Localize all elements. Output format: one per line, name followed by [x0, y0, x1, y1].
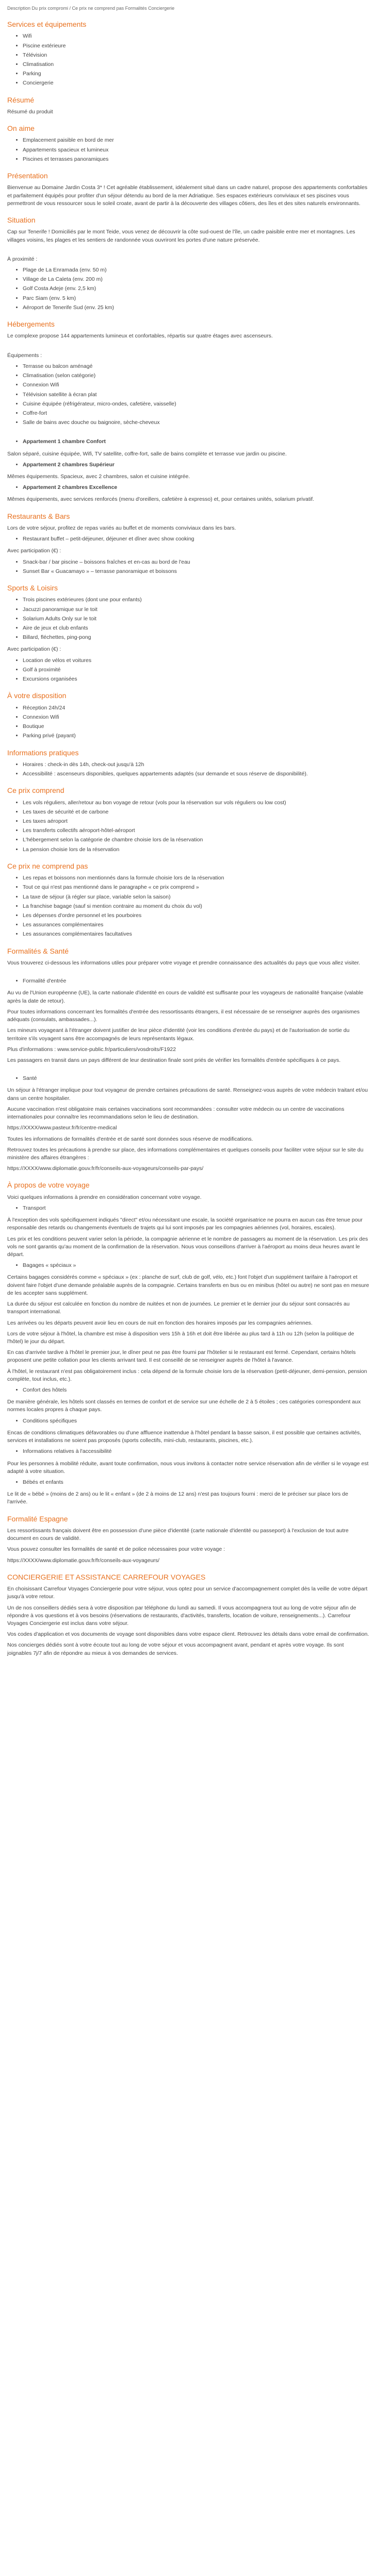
- list-item: • Billard, fléchettes, ping-pong: [23, 634, 369, 641]
- list-item: • Les assurances complémentaires: [23, 921, 369, 929]
- list-item: • Connexion Wifi: [23, 381, 369, 389]
- category-heading: • Appartement 1 chambre Confort: [23, 438, 369, 446]
- list-item: • Sunset Bar « Guacamayo » – terrasse panoramique et boissons: [23, 568, 369, 575]
- list-item: • Climatisation (selon catégorie): [23, 372, 369, 380]
- hebergements-text: Le complexe propose 144 appartements lumineux et confortables, répartis sur quatre étages avec ascenseurs.: [7, 333, 273, 340]
- list-item: • Les vols réguliers, aller/retour au bon voyage de retour (vols pour la réservation sur vols réguliers ou low cost): [23, 799, 369, 807]
- on-aime-title: On aime: [7, 124, 35, 133]
- paragraph: De manière générale, les hôtels sont classés en termes de confort et de service sur une échelle de 2 à 5 étoiles ; ces catégories correspondent aux normes locales propres à chaque pays.: [7, 1399, 361, 1413]
- list-item: • Terrasse ou balcon aménagé: [23, 363, 369, 370]
- conciergerie-title: CONCIERGERIE ET ASSISTANCE CARREFOUR VOYAGES: [7, 1572, 206, 1581]
- services-title: Services et équipements: [7, 20, 87, 29]
- list-item: • Piscines et terrasses panoramiques: [23, 156, 369, 163]
- list-item: • Les repas et boissons non mentionnés dans la formule choisie lors de la réservation: [23, 874, 369, 882]
- paragraph: Les passagers en transit dans un pays différent de leur destination finale sont priés de vérifier les formalités d'entrée spécifiques à ce pays.: [7, 1057, 341, 1063]
- sante-heading: • Santé: [23, 1075, 369, 1082]
- cat1: [7, 438, 369, 446]
- paragraph: Retrouvez toutes les précautions à prendre sur place, des informations complémentaires et quelques conseils pour faciliter votre séjour sur le site du ministère des affaires étrangères :: [7, 1146, 364, 1161]
- formalite-espagne-title: Formalité Espagne: [7, 1514, 68, 1523]
- disposition-list: [7, 704, 369, 740]
- sports-extra-list: [7, 657, 369, 684]
- disposition-title: À votre disposition: [7, 691, 67, 700]
- equip-label: Équipements :: [7, 352, 42, 359]
- list-item: • La franchise bagage (sauf si mention contraire au moment du choix du vol): [23, 903, 369, 910]
- resume-title: Résumé: [7, 95, 35, 104]
- list-item: • Wifi: [23, 32, 369, 40]
- sports-extra-label: Avec participation (€) :: [7, 646, 61, 653]
- paragraph: Plus d'informations : www.service-public.fr/particuliers/vosdroits/F1922: [7, 1046, 176, 1053]
- situation-title: Situation: [7, 216, 36, 225]
- non-compris-list: [7, 874, 369, 939]
- list-item: • Les transferts collectifs aéroport-hôtel-aéroport: [23, 827, 369, 835]
- sports-title: Sports & Loisirs: [7, 584, 58, 592]
- paragraph: Les mineurs voyageant à l'étranger doivent justifier de leur pièce d'identité (voir les conditions d'entrée du pays) et de l'autorisation de sortie du territoire s'ils voyagent sans être accompagnés de leurs représentants légaux.: [7, 1027, 350, 1042]
- on-aime-list: [7, 137, 369, 163]
- list-item: • Aéroport de Tenerife Sud (env. 25 km): [23, 304, 369, 312]
- list-item: • Salle de bains avec douche ou baignoire, sèche-cheveux: [23, 419, 369, 427]
- list-item: • Trois piscines extérieures (dont une pour enfants): [23, 596, 369, 604]
- breadcrumb: Description Du prix compromi / Ce prix ne comprend pas Formalités Conciergerie: [7, 6, 175, 11]
- paragraph: En cas d'arrivée tardive à l'hôtel le premier jour, le dîner peut ne pas être fourni par l'hôtelier si le restaurant est fermé. Cependant, certains hôtels proposent une petite collation pour les clients arrivant tard. Il est conseillé de se renseigner auprès de l'hôtel à l'avance.: [7, 1349, 356, 1364]
- list-item: • Golf à proximité: [23, 666, 369, 674]
- list-item: • Parking privé (payant): [23, 732, 369, 740]
- paragraph: En choisissant Carrefour Voyages Conciergerie pour votre séjour, vous optez pour un service d'accompagnement complet dès la veille de votre départ jusqu'à votre retour.: [7, 1586, 368, 1600]
- list-item: • Parking: [23, 70, 369, 78]
- list-item: • Cuisine équipée (réfrigérateur, micro-ondes, cafetière, vaisselle): [23, 400, 369, 408]
- conditions-heading: • Conditions spécifiques: [23, 1417, 369, 1425]
- list-item: • La pension choisie lors de la réservation: [23, 846, 369, 854]
- list-item: • Plage de La Enramada (env. 50 m): [23, 266, 369, 274]
- restaurants-title: Restaurants & Bars: [7, 512, 70, 520]
- compris-title: Ce prix comprend: [7, 786, 64, 795]
- category-heading: • Appartement 2 chambres Supérieur: [23, 461, 369, 469]
- situation-text: Cap sur Tenerife ! Domiciliés par le mont Teide, vous venez de découvrir la côte sud-ouest de l'île, un cadre paisible entre mer et montagnes. Les villages voisins, les plages et les sentiers de randonnée vous ouvriront les portes d'une nature préservée.: [7, 229, 355, 243]
- link-text: https://XXXX/www.diplomatie.gouv.fr/fr/conseils-aux-voyageurs/conseils-par-pays/: [7, 1165, 204, 1172]
- non-compris-title: Ce prix ne comprend pas: [7, 861, 88, 870]
- paragraph: Un séjour à l'étranger implique pour tout voyageur de prendre certaines précautions de santé. Renseignez-vous auprès de votre médecin traitant et/ou dans un centre hospitalier.: [7, 1087, 368, 1101]
- paragraph: Pour les personnes à mobilité réduite, avant toute confirmation, nous vous invitons à contacter notre service réservation afin de vérifier si le voyage est adapté à votre situation.: [7, 1460, 369, 1475]
- list-item: • Connexion Wifi: [23, 714, 369, 721]
- list-item: • Climatisation: [23, 61, 369, 69]
- paragraph: Les arrivées ou les départs peuvent avoir lieu en cours de nuit en fonction des horaires imposés par les compagnies aériennes.: [7, 1319, 313, 1326]
- sports-list: [7, 596, 369, 641]
- paragraph: À l'exception des vols spécifiquement indiqués "direct" et/ou nécessitant une escale, la société organisatrice ne pourra en aucun cas être tenue pour responsable des retards ou changements éventuels de trajets qui lui sont imposés par les compagnies aériennes (vol, horaires, escales).: [7, 1217, 363, 1231]
- presentation-title: Présentation: [7, 172, 48, 180]
- situation-label: À proximité :: [7, 256, 38, 262]
- list-item: • Réception 24h/24: [23, 704, 369, 712]
- restaurants-extra-label: Avec participation (€) :: [7, 548, 61, 554]
- list-item: • La taxe de séjour (à régler sur place, variable selon la saison): [23, 893, 369, 901]
- list-item: • L'hébergement selon la catégorie de chambre choisie lors de la réservation: [23, 836, 369, 844]
- cat3-text: Mêmes équipements, avec services renforcés (menu d'oreillers, cafetière à expresso) et, pour certaines unités, solarium privatif.: [7, 496, 314, 503]
- apropos-title: À propos de votre voyage: [7, 1181, 90, 1190]
- paragraph: Nos concierges dédiés sont à votre écoute tout au long de votre séjour et vous accompagnent avant, pendant et après votre voyage. Ils sont joignables 7j/7 afin de répondre au mieux à vos demandes de services.: [7, 1642, 344, 1656]
- presentation-text: Bienvenue au Domaine Jardin Costa 3* ! Cet agréable établissement, idéalement situé dans un cadre naturel, propose des appartements confortables et parfaitement équipés pour profiter d'un séjour détendu au bord de la mer Adriatique. Ses espaces extérieurs conviviaux et ses piscines vous permettront de vous ressourcer sous le soleil croate, avant de partir à la découverte des villages côtiers, des îles et des sites naturels environnants.: [7, 184, 368, 207]
- list-item: • Appartements spacieux et lumineux: [23, 146, 369, 154]
- confort-heading: • Confort des hôtels: [23, 1386, 369, 1394]
- equip-list: [7, 363, 369, 427]
- list-item: • Golf Costa Adeje (env. 2,5 km): [23, 285, 369, 293]
- bagages-heading: • Bagages « spéciaux »: [23, 1262, 369, 1269]
- list-item: • Les assurances complémentaires facultatives: [23, 930, 369, 938]
- formalites-intro: Vous trouverez ci-dessous les informations utiles pour préparer votre voyage et prendre connaissance des actualités du pays que vous allez visiter.: [7, 960, 361, 966]
- compris-list: [7, 799, 369, 854]
- list-item: • Télévision: [23, 52, 369, 59]
- restaurants-extra-list: [7, 558, 369, 575]
- list-item: • Les dépenses d'ordre personnel et les pourboires: [23, 912, 369, 920]
- paragraph: Aucune vaccination n'est obligatoire mais certaines vaccinations sont recommandées : consulter votre médecin ou un centre de vaccinations internationales pour connaître les recommandations selon le lieu de destination.: [7, 1106, 345, 1121]
- restaurants-list: [7, 535, 369, 543]
- cat3: [7, 484, 369, 492]
- paragraph: Le lit de « bébé » (moins de 2 ans) ou le lit « enfant » (de 2 à moins de 12 ans) n'est pas toujours fourni : merci de le préciser sur place lors de l'arrivée.: [7, 1491, 348, 1505]
- list-item: • Télévision satellite à écran plat: [23, 391, 369, 399]
- list-item: • Excursions organisées: [23, 675, 369, 683]
- pratiques-title: Informations pratiques: [7, 748, 79, 757]
- apropos-intro: Voici quelques informations à prendre en considération concernant votre voyage.: [7, 1194, 202, 1200]
- paragraph: Lors de votre séjour à l'hôtel, la chambre est mise à disposition vers 15h à 16h et doit être libérée au plus tard à 11h ou 12h (selon la politique de l'hôtel) le jour du départ.: [7, 1330, 354, 1345]
- list-item: • Emplacement paisible en bord de mer: [23, 137, 369, 144]
- list-item: • Location de vélos et voitures: [23, 657, 369, 665]
- paragraph: Vous pouvez consulter les formalités de santé et de police nécessaires pour votre voyage :: [7, 1546, 225, 1553]
- situation-list: [7, 266, 369, 312]
- paragraph: Vos codes d'application et vos documents de voyage sont disponibles dans votre espace client. Retrouvez les détails dans votre email de confirmation.: [7, 1631, 369, 1638]
- list-item: • Coffre-fort: [23, 410, 369, 417]
- paragraph: Au vu de l'Union européenne (UE), la carte nationale d'identité en cours de validité est suffisante pour les voyageurs de nationalité française (valable après la date de retour).: [7, 990, 364, 1004]
- cat2-text: Mêmes équipements. Spacieux, avec 2 chambres, salon et cuisine intégrée.: [7, 473, 190, 480]
- hebergements-title: Hébergements: [7, 320, 55, 329]
- bebes-heading: • Bébés et enfants: [23, 1479, 369, 1486]
- cat2: [7, 461, 369, 469]
- resume-text: Résumé du produit: [7, 108, 53, 115]
- list-item: • Conciergerie: [23, 79, 369, 87]
- paragraph: Certains bagages considérés comme « spéciaux » (ex : planche de surf, club de golf, vélo, etc.) font l'objet d'un supplément tarifaire à l'aéroport et doivent faire l'objet d'une demande préalable auprès de la compagnie. Certains transferts en bus ou en minibus (hôtel ou autre) ne sont pas en mesure de les accepter sans supplément.: [7, 1274, 369, 1296]
- paragraph: À l'hôtel, le restaurant n'est pas obligatoirement inclus : cela dépend de la formule choisie lors de la réservation (petit-déjeuner, demi-pension, pension complète, tout inclus, etc.).: [7, 1368, 367, 1382]
- paragraph: Toutes les informations de formalités d'entrée et de santé sont données sous réserve de modifications.: [7, 1136, 253, 1142]
- pratiques-list: [7, 761, 369, 778]
- restaurants-text: Lors de votre séjour, profitez de repas variés au buffet et de moments conviviaux dans les bars.: [7, 525, 236, 531]
- list-item: • Les taxes aéroport: [23, 818, 369, 825]
- list-item: • Piscine extérieure: [23, 42, 369, 50]
- list-item: • Village de La Caleta (env. 200 m): [23, 276, 369, 283]
- list-item: • Tout ce qui n'est pas mentionné dans le paragraphe « ce prix comprend »: [23, 884, 369, 891]
- category-heading: • Appartement 2 chambres Excellence: [23, 484, 369, 492]
- link-text: https://XXXX/www.diplomatie.gouv.fr/fr/conseils-aux-voyageurs/: [7, 1557, 160, 1564]
- cat1-text: Salon séparé, cuisine équipée, Wifi, TV satellite, coffre-fort, salle de bains complète et terrasse vue jardin ou piscine.: [7, 450, 287, 457]
- list-item: • Parc Siam (env. 5 km): [23, 295, 369, 302]
- paragraph: Les prix et les conditions peuvent varier selon la période, la compagnie aérienne et le nombre de passagers au moment de la réservation. Les prix des vols ne sont garantis qu'au moment de la confirmation de la réservation. Nous vous conseillons d'arriver à l'aéroport au moins deux heures avant le départ.: [7, 1235, 368, 1258]
- list-item: • Aire de jeux et club enfants: [23, 624, 369, 632]
- list-item: • Boutique: [23, 723, 369, 731]
- accessibilite-heading: • Informations relatives à l'accessibilité: [23, 1448, 369, 1455]
- list-item: • Accessibilité : ascenseurs disponibles, quelques appartements adaptés (sur demande et sous réserve de disponibilité).: [23, 770, 369, 778]
- paragraph: Encas de conditions climatiques défavorables ou d'une affluence inattendue à l'hôtel pendant la basse saison, il est possible que certaines activités, services et installations ne soient pas proposés (sports collectifs, mini-club, restaurants, piscines, etc.).: [7, 1429, 362, 1444]
- list-item: • Horaires : check-in dès 14h, check-out jusqu'à 12h: [23, 761, 369, 769]
- paragraph: La durée du séjour est calculée en fonction du nombre de nuitées et non de journées. Le premier et le dernier jour du séjour sont consacrés au transport international.: [7, 1301, 350, 1315]
- paragraph: Un de nos conseillers dédiés sera à votre disposition par téléphone du lundi au samedi. Il vous accompagnera tout au long de votre séjour afin de répondre à vos questions et à vos besoins (réservations de restaurants, d'activités, transferts, location de voiture, renseignements...). Carrefour Voyages Conciergerie est inclus dans votre séjour.: [7, 1604, 356, 1627]
- list-item: • Solarium Adults Only sur le toit: [23, 615, 369, 623]
- transport-heading: • Transport: [23, 1205, 369, 1212]
- link-text: https://XXXX/www.pasteur.fr/fr/centre-medical: [7, 1125, 117, 1131]
- list-item: • Restaurant buffet – petit-déjeuner, déjeuner et dîner avec show cooking: [23, 535, 369, 543]
- paragraph: Les ressortissants français doivent être en possession d'une pièce d'identité (carte nationale d'identité ou passeport) à l'exclusion de tout autre document en cours de validité.: [7, 1527, 349, 1542]
- formalite-entree-heading: • Formalité d'entrée: [23, 977, 369, 985]
- formalites-title: Formalités & Santé: [7, 946, 69, 955]
- services-list: [7, 32, 369, 87]
- list-item: • Snack-bar / bar piscine – boissons fraîches et en-cas au bord de l'eau: [23, 558, 369, 566]
- list-item: • Jacuzzi panoramique sur le toit: [23, 606, 369, 614]
- list-item: • Les taxes de sécurité et de carbone: [23, 808, 369, 816]
- paragraph: Pour toutes informations concernant les formalités d'entrée des ressortissants étrangers, il est nécessaire de se renseigner auprès des organismes adéquats (consulats, ambassades...).: [7, 1008, 360, 1023]
